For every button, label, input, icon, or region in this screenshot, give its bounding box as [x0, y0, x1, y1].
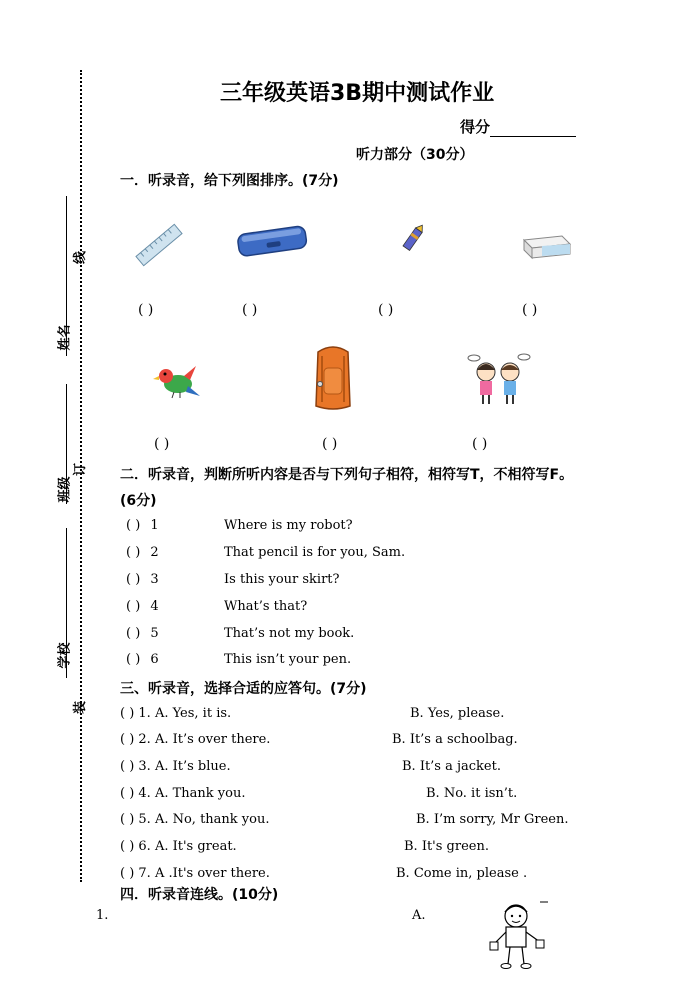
class-label: 班级 — [57, 476, 73, 503]
section2-row-1 — [126, 518, 353, 533]
item-number: 2 — [150, 545, 159, 560]
name-line — [66, 196, 67, 356]
name-label: 姓名 — [57, 324, 73, 351]
item-text: That’s not my book. — [224, 626, 355, 641]
section4-item-1: 1. — [96, 908, 109, 923]
item-text: Where is my robot? — [224, 518, 353, 533]
item-number: 5 — [150, 626, 159, 641]
class-line — [66, 384, 67, 504]
section3-option-a-6[interactable]: ( ) 6. A. It's great. — [120, 839, 237, 854]
score-field — [460, 116, 576, 137]
section1-blank-6[interactable]: ( ) — [322, 436, 338, 452]
section2-row-3 — [126, 572, 340, 587]
score-label: 得分 — [460, 118, 491, 136]
answer-blank[interactable]: ( ) — [126, 572, 141, 587]
binding-char-ding: 订 — [73, 462, 89, 477]
section3-option-a-4[interactable]: ( ) 4. A. Thank you. — [120, 786, 246, 801]
section4-heading: 四．听录音连线。(10分) — [120, 887, 279, 903]
item-text: This isn’t your pen. — [224, 652, 352, 667]
item-text: That pencil is for you, Sam. — [224, 545, 406, 560]
section3-heading: 三、听录音，选择合适的应答句。(7分) — [120, 681, 367, 697]
school-line — [66, 528, 67, 678]
section3-option-b-7[interactable]: B. Come in, please . — [396, 866, 528, 881]
section2-row-6 — [126, 652, 352, 667]
section1-blank-2[interactable]: ( ) — [242, 302, 258, 318]
item-text: What’s that? — [224, 599, 308, 614]
item-number: 6 — [150, 652, 159, 667]
answer-blank[interactable]: ( ) — [126, 545, 141, 560]
answer-blank[interactable]: ( ) — [126, 599, 141, 614]
answer-blank[interactable]: ( ) — [126, 626, 141, 641]
section3-option-b-5[interactable]: B. I’m sorry, Mr Green. — [416, 812, 569, 827]
answer-blank[interactable]: ( ) — [126, 652, 141, 667]
item-number: 3 — [150, 572, 159, 587]
children-icon — [464, 352, 534, 408]
section3-option-b-4[interactable]: B. No. it isn’t. — [426, 786, 518, 801]
section3-option-b-6[interactable]: B. It's green. — [404, 839, 489, 854]
crayon-icon — [398, 222, 426, 258]
schoolbag-icon — [310, 344, 356, 412]
school-label: 学校 — [57, 642, 73, 669]
boy-icon — [488, 900, 548, 972]
binding-char-xian: 线 — [73, 250, 89, 265]
page-title: 三年级英语3B期中测试作业 — [220, 81, 495, 106]
section3-option-b-2[interactable]: B. It’s a schoolbag. — [392, 732, 518, 747]
section1-blank-5[interactable]: ( ) — [154, 436, 170, 452]
answer-blank[interactable]: ( ) — [126, 518, 141, 533]
item-number: 4 — [150, 599, 159, 614]
section2-row-4 — [126, 599, 308, 614]
eraser-icon — [520, 232, 572, 260]
section1-blank-7[interactable]: ( ) — [472, 436, 488, 452]
section1-blank-4[interactable]: ( ) — [522, 302, 538, 318]
section3-option-a-2[interactable]: ( ) 2. A. It’s over there. — [120, 732, 271, 747]
section3-option-b-3[interactable]: B. It’s a jacket. — [402, 759, 501, 774]
item-text: Is this your skirt? — [224, 572, 340, 587]
score-blank[interactable] — [490, 120, 576, 137]
section1-blank-1[interactable]: ( ) — [138, 302, 154, 318]
section2-row-2 — [126, 545, 406, 560]
section4-option-a[interactable]: A. — [412, 908, 426, 923]
bird-icon — [150, 362, 202, 402]
pencil-case-icon — [236, 220, 310, 260]
section3-option-b-1[interactable]: B. Yes, please. — [410, 706, 505, 721]
item-number: 1 — [150, 518, 159, 533]
section3-option-a-7[interactable]: ( ) 7. A .It's over there. — [120, 866, 270, 881]
section3-option-a-5[interactable]: ( ) 5. A. No, thank you. — [120, 812, 270, 827]
section3-option-a-3[interactable]: ( ) 3. A. It’s blue. — [120, 759, 231, 774]
section2-points: (6分) — [120, 493, 157, 509]
listening-heading: 听力部分（30分） — [356, 147, 474, 163]
section1-heading: 一．听录音，给下列图排序。(7分) — [120, 173, 339, 189]
section2-row-5 — [126, 626, 355, 641]
binding-char-zhuang: 装 — [73, 700, 89, 715]
ruler-icon — [136, 222, 182, 268]
section2-heading: 二．听录音，判断所听内容是否与下列句子相符，相符写T，不相符写F。 — [120, 467, 574, 483]
section3-option-a-1[interactable]: ( ) 1. A. Yes, it is. — [120, 706, 232, 721]
section1-blank-3[interactable]: ( ) — [378, 302, 394, 318]
